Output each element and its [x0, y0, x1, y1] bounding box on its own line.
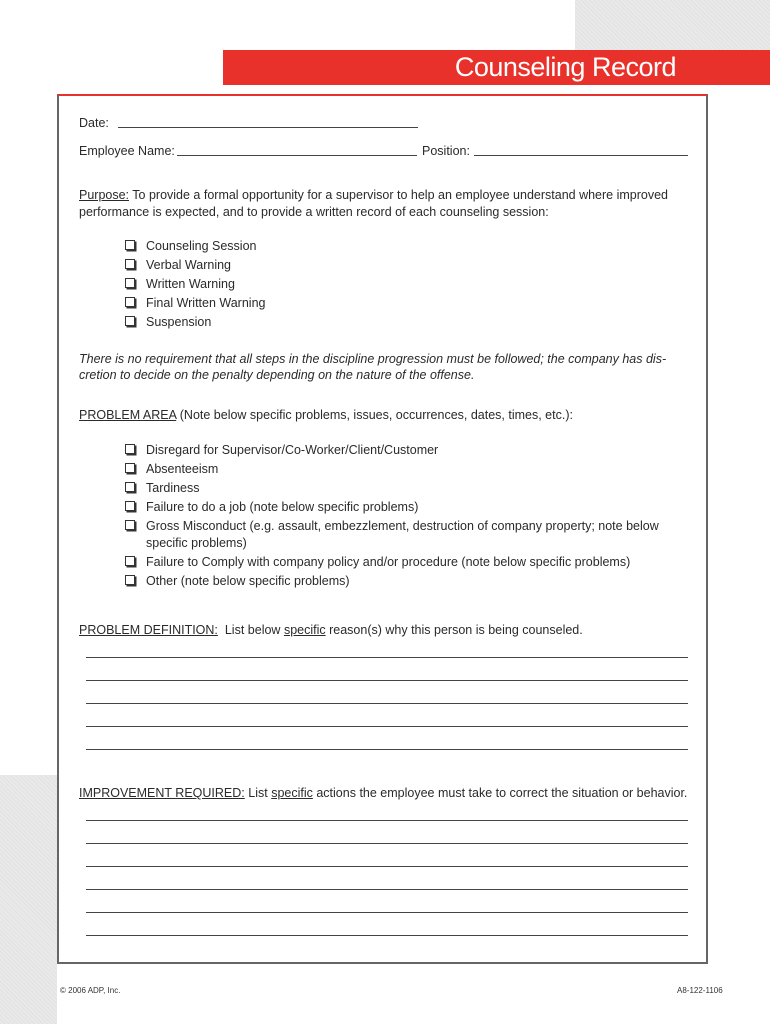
problem-failure-comply: Failure to Comply with company policy and/or procedure (note below specific problems): [146, 555, 631, 569]
purpose-text-1: To provide a formal opportunity for a supervisor to help an employee understand where improved: [132, 188, 668, 202]
option-suspension: Suspension: [146, 315, 212, 329]
purpose-label: Purpose:: [79, 188, 130, 202]
checkbox-written-warning[interactable]: [125, 278, 135, 288]
improvement-post: actions the employee must take to correct the situation or behavior.: [316, 786, 688, 800]
discipline-note-2: cretion to decide on the penalty depending on the nature of the offense.: [79, 368, 475, 382]
problem-gross-misconduct-2: specific problems): [146, 536, 247, 550]
checkbox-final-written-warning[interactable]: [125, 297, 135, 307]
checkbox-disregard[interactable]: [125, 444, 135, 454]
problem-disregard: Disregard for Supervisor/Co-Worker/Client/Customer: [146, 443, 439, 457]
problem-definition-post: reason(s) why this person is being counseled.: [329, 623, 583, 637]
problem-failure-job: Failure to do a job (note below specific problems): [146, 500, 419, 514]
checkbox-tardiness[interactable]: [125, 482, 135, 492]
option-verbal-warning: Verbal Warning: [146, 258, 231, 272]
corner-decoration-top: [575, 0, 770, 50]
improvement-line[interactable]: [86, 912, 688, 913]
option-final-written-warning: Final Written Warning: [146, 296, 266, 310]
checkbox-suspension[interactable]: [125, 316, 135, 326]
problem-definition-line[interactable]: [86, 726, 688, 727]
form-code: A8-122-1106: [677, 986, 723, 995]
discipline-note-1: There is no requirement that all steps in the discipline progression must be followed; the company has dis-: [79, 352, 667, 366]
option-written-warning: Written Warning: [146, 277, 235, 291]
checkbox-other[interactable]: [125, 575, 135, 585]
checkbox-failure-job[interactable]: [125, 501, 135, 511]
problem-definition-line[interactable]: [86, 657, 688, 658]
improvement-label: IMPROVEMENT REQUIRED:: [79, 786, 245, 800]
date-field[interactable]: [118, 127, 418, 128]
purpose-line-1: [79, 188, 668, 202]
option-counseling-session: Counseling Session: [146, 239, 257, 253]
page-title: Counseling Record: [223, 50, 770, 85]
employee-name-label: Employee Name:: [79, 144, 175, 158]
problem-definition-line[interactable]: [86, 749, 688, 750]
checkbox-gross-misconduct[interactable]: [125, 520, 135, 530]
improvement-heading: [79, 786, 687, 800]
problem-definition-emph: specific: [283, 623, 326, 637]
problem-absenteeism: Absenteeism: [146, 462, 219, 476]
date-label: Date:: [79, 116, 109, 130]
position-label: Position:: [422, 144, 470, 158]
improvement-line[interactable]: [86, 843, 688, 844]
checkbox-counseling-session[interactable]: [125, 240, 135, 250]
improvement-emph: specific: [271, 786, 313, 800]
improvement-pre: List: [248, 786, 268, 800]
improvement-line[interactable]: [86, 866, 688, 867]
copyright: © 2006 ADP, Inc.: [60, 986, 121, 995]
improvement-line[interactable]: [86, 820, 688, 821]
problem-definition-heading: [79, 623, 583, 637]
improvement-line[interactable]: [86, 889, 688, 890]
checkbox-failure-comply[interactable]: [125, 556, 135, 566]
problem-area-heading: [79, 408, 573, 422]
problem-area-label: PROBLEM AREA: [79, 408, 177, 422]
problem-other: Other (note below specific problems): [146, 574, 350, 588]
corner-decoration-bottom: [0, 775, 57, 1024]
checkbox-verbal-warning[interactable]: [125, 259, 135, 269]
problem-area-hint: (Note below specific problems, issues, occurrences, dates, times, etc.):: [179, 408, 573, 422]
problem-definition-pre: List below: [224, 623, 281, 637]
employee-name-field[interactable]: [177, 155, 417, 156]
problem-definition-line[interactable]: [86, 703, 688, 704]
problem-gross-misconduct-1: Gross Misconduct (e.g. assault, embezzlement, destruction of company property; note below: [146, 519, 659, 533]
problem-tardiness: Tardiness: [146, 481, 200, 495]
problem-definition-label: PROBLEM DEFINITION:: [79, 623, 218, 637]
position-field[interactable]: [474, 155, 688, 156]
purpose-text-2: performance is expected, and to provide a written record of each counseling session:: [79, 205, 549, 219]
checkbox-absenteeism[interactable]: [125, 463, 135, 473]
improvement-line[interactable]: [86, 935, 688, 936]
problem-definition-line[interactable]: [86, 680, 688, 681]
